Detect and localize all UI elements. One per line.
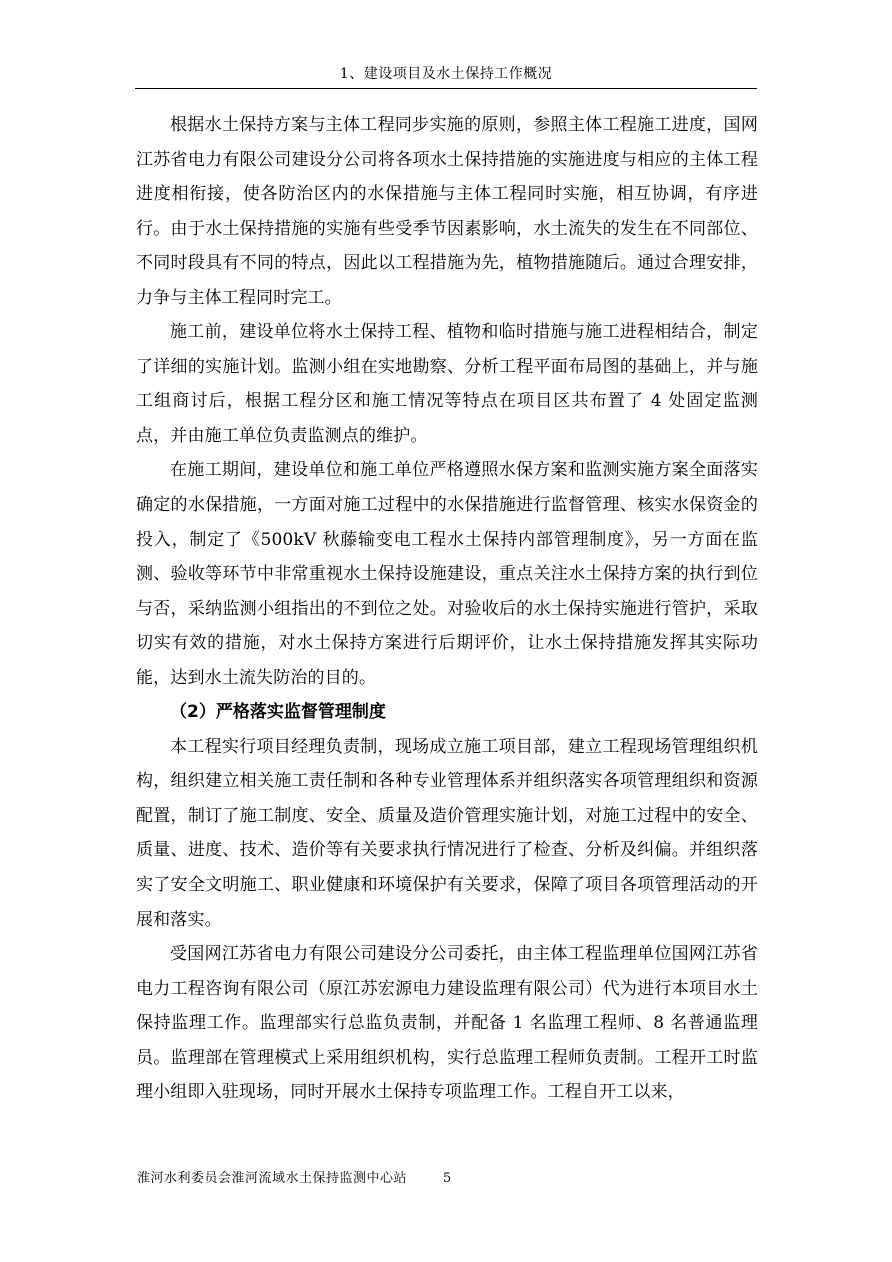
- paragraph-preconstruction: 施工前，建设单位将水土保持工程、植物和临时措施与施工进程相结合，制定了详细的实施计划。监测小组在实地勘察、分析工程平面布局图的基础上，并与施工组商讨后，根据工程分区和施工情况等特点在项目区共布置了 4 处固定监测点，并由施工单位负责监测点的维护。: [136, 322, 758, 446]
- paragraph-project-manager: 本工程实行项目经理负责制，现场成立施工项目部，建立工程现场管理组织机构，组织建立相关施工责任制和各种专业管理体系并组织落实各项管理组织和资源配置，制订了施工制度、安全、质量及造价管理实施计划，对施工过程中的安全、质量、进度、技术、造价等有关要求执行情况进行了检查、分析及纠偏。并组织落实了安全文明施工、职业健康和环境保护有关要求，保障了项目各项管理活动的开展和落实。: [136, 736, 758, 930]
- footer-organization: 淮河水利委员会淮河流域水土保持监测中心站: [137, 1171, 408, 1186]
- section-heading: （2）严格落实监督管理制度: [170, 702, 386, 723]
- page-number: 5: [443, 1171, 452, 1186]
- paragraph-supervision: 受国网江苏省电力有限公司建设分公司委托，由主体工程监理单位国网江苏省电力工程咨询有限公司（原江苏宏源电力建设监理有限公司）代为进行本项目水土保持监理工作。监理部实行总监负责制，并配备 1 名监理工程师、8 名普通监理员。监理部在管理模式上采用组织机构，实行总监理工程师负责制。工程开工时监理小组即入驻现场，同时开展水土保持专项监理工作。工程自开工以来，: [136, 944, 758, 1103]
- running-header: 1、建设项目及水土保持工作概况: [339, 66, 553, 82]
- paragraph-construction-period: 在施工期间，建设单位和施工单位严格遵照水保方案和监测实施方案全面落实确定的水保措施，一方面对施工过程中的水保措施进行监督管理、核实水保资金的投入，制定了《500kV 秋藤输变电工程水土保持内部管理制度》，另一方面在监测、验收等环节中非常重视水土保持设施建设，重点关注水土保持方案的执行到位与否，采纳监测小组指出的不到位之处。对验收后的水土保持实施进行管护，采取切实有效的措施，对水土保持方案进行后期评价，让水土保持措施发挥其实际功能，达到水土流失防治的目的。: [136, 460, 758, 688]
- header-divider: [135, 88, 757, 89]
- body-content: [136, 108, 758, 1110]
- paragraph-schedule: 根据水土保持方案与主体工程同步实施的原则，参照主体工程施工进度，国网江苏省电力有限公司建设分公司将各项水土保持措施的实施进度与相应的主体工程进度相衔接，使各防治区内的水保措施与主体工程同时实施，相互协调，有序进行。由于水土保持措施的实施有些受季节因素影响，水土流失的发生在不同部位、不同时段具有不同的特点，因此以工程措施为先，植物措施随后。通过合理安排，力争与主体工程同时完工。: [136, 115, 758, 308]
